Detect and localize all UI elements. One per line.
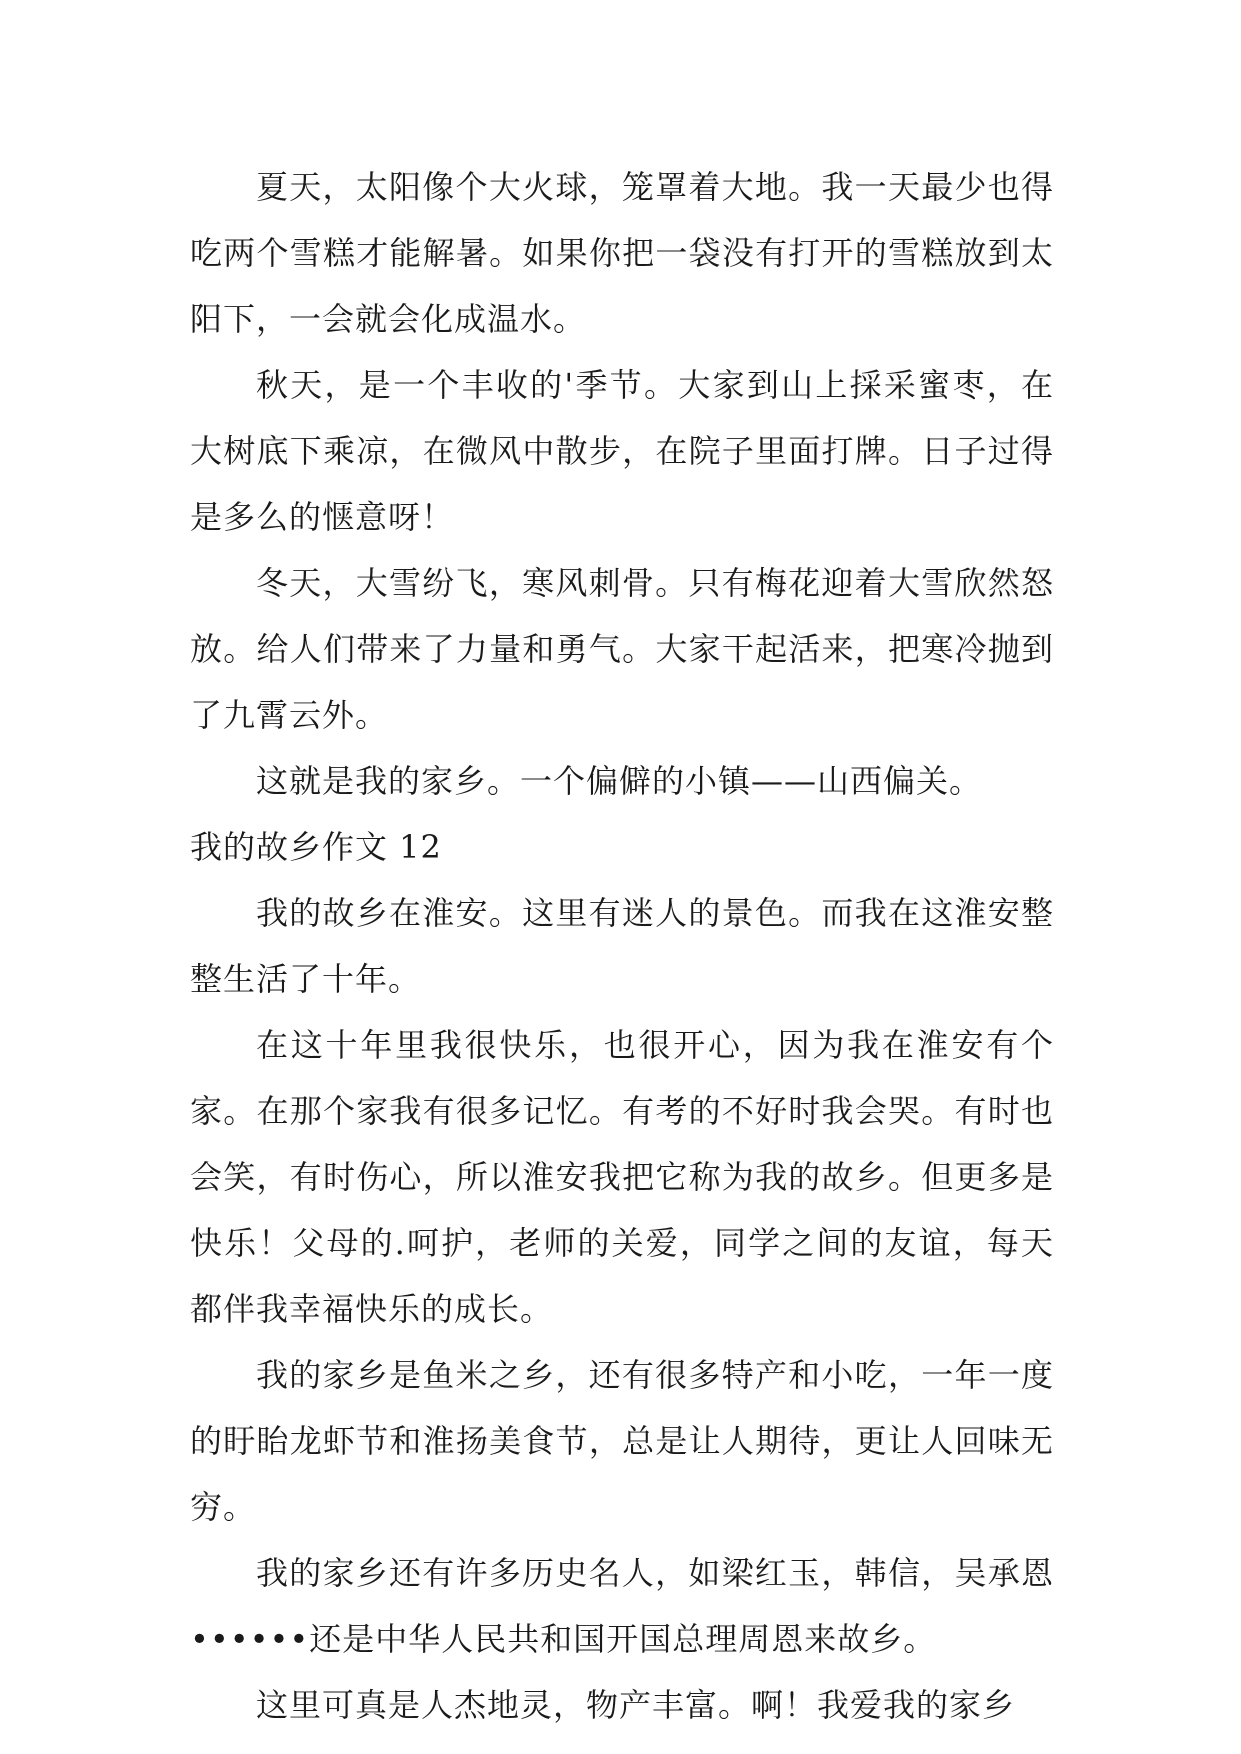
paragraph-hometown-conclusion: 这就是我的家乡。一个偏僻的小镇——山西偏关。 <box>256 762 983 800</box>
essay-heading: 我的故乡作文 12 <box>190 828 442 866</box>
paragraph-winter: 冬天，大雪纷飞，寒风刺骨。只有梅花迎着大雪欣然怒放。给人们带来了力量和勇气。大家干起活来，把寒冷抛到了九霄云外。 <box>190 564 1054 734</box>
paragraph-specialties: 我的家乡是鱼米之乡，还有很多特产和小吃，一年一度的盱眙龙虾节和淮扬美食节，总是让人期待，更让人回味无穷。 <box>190 1356 1054 1526</box>
paragraph-summer: 夏天，太阳像个大火球，笼罩着大地。我一天最少也得吃两个雪糕才能解暑。如果你把一袋没有打开的雪糕放到太阳下，一会就会化成温水。 <box>190 168 1054 338</box>
paragraph-ten-years: 在这十年里我很快乐，也很开心，因为我在淮安有个家。在那个家我有很多记忆。有考的不好时我会哭。有时也会笑，有时伤心，所以淮安我把它称为我的故乡。但更多是快乐！父母的.呵护，老师的关爱，同学之间的友谊，每天都伴我幸福快乐的成长。 <box>190 1026 1054 1328</box>
paragraph-historical-figures: 我的家乡还有许多历史名人，如梁红玉，韩信，吴承恩••••••还是中华人民共和国开国总理周恩来故乡。 <box>190 1554 1054 1658</box>
paragraph-closing: 这里可真是人杰地灵，物产丰富。啊！我爱我的家乡 <box>256 1686 1016 1724</box>
document-body <box>190 154 1054 1738</box>
paragraph-intro-huaian: 我的故乡在淮安。这里有迷人的景色。而我在这淮安整整生活了十年。 <box>190 894 1054 998</box>
paragraph-autumn: 秋天，是一个丰收的'季节。大家到山上採采蜜枣，在大树底下乘凉，在微风中散步，在院子里面打牌。日子过得是多么的惬意呀！ <box>190 366 1054 536</box>
